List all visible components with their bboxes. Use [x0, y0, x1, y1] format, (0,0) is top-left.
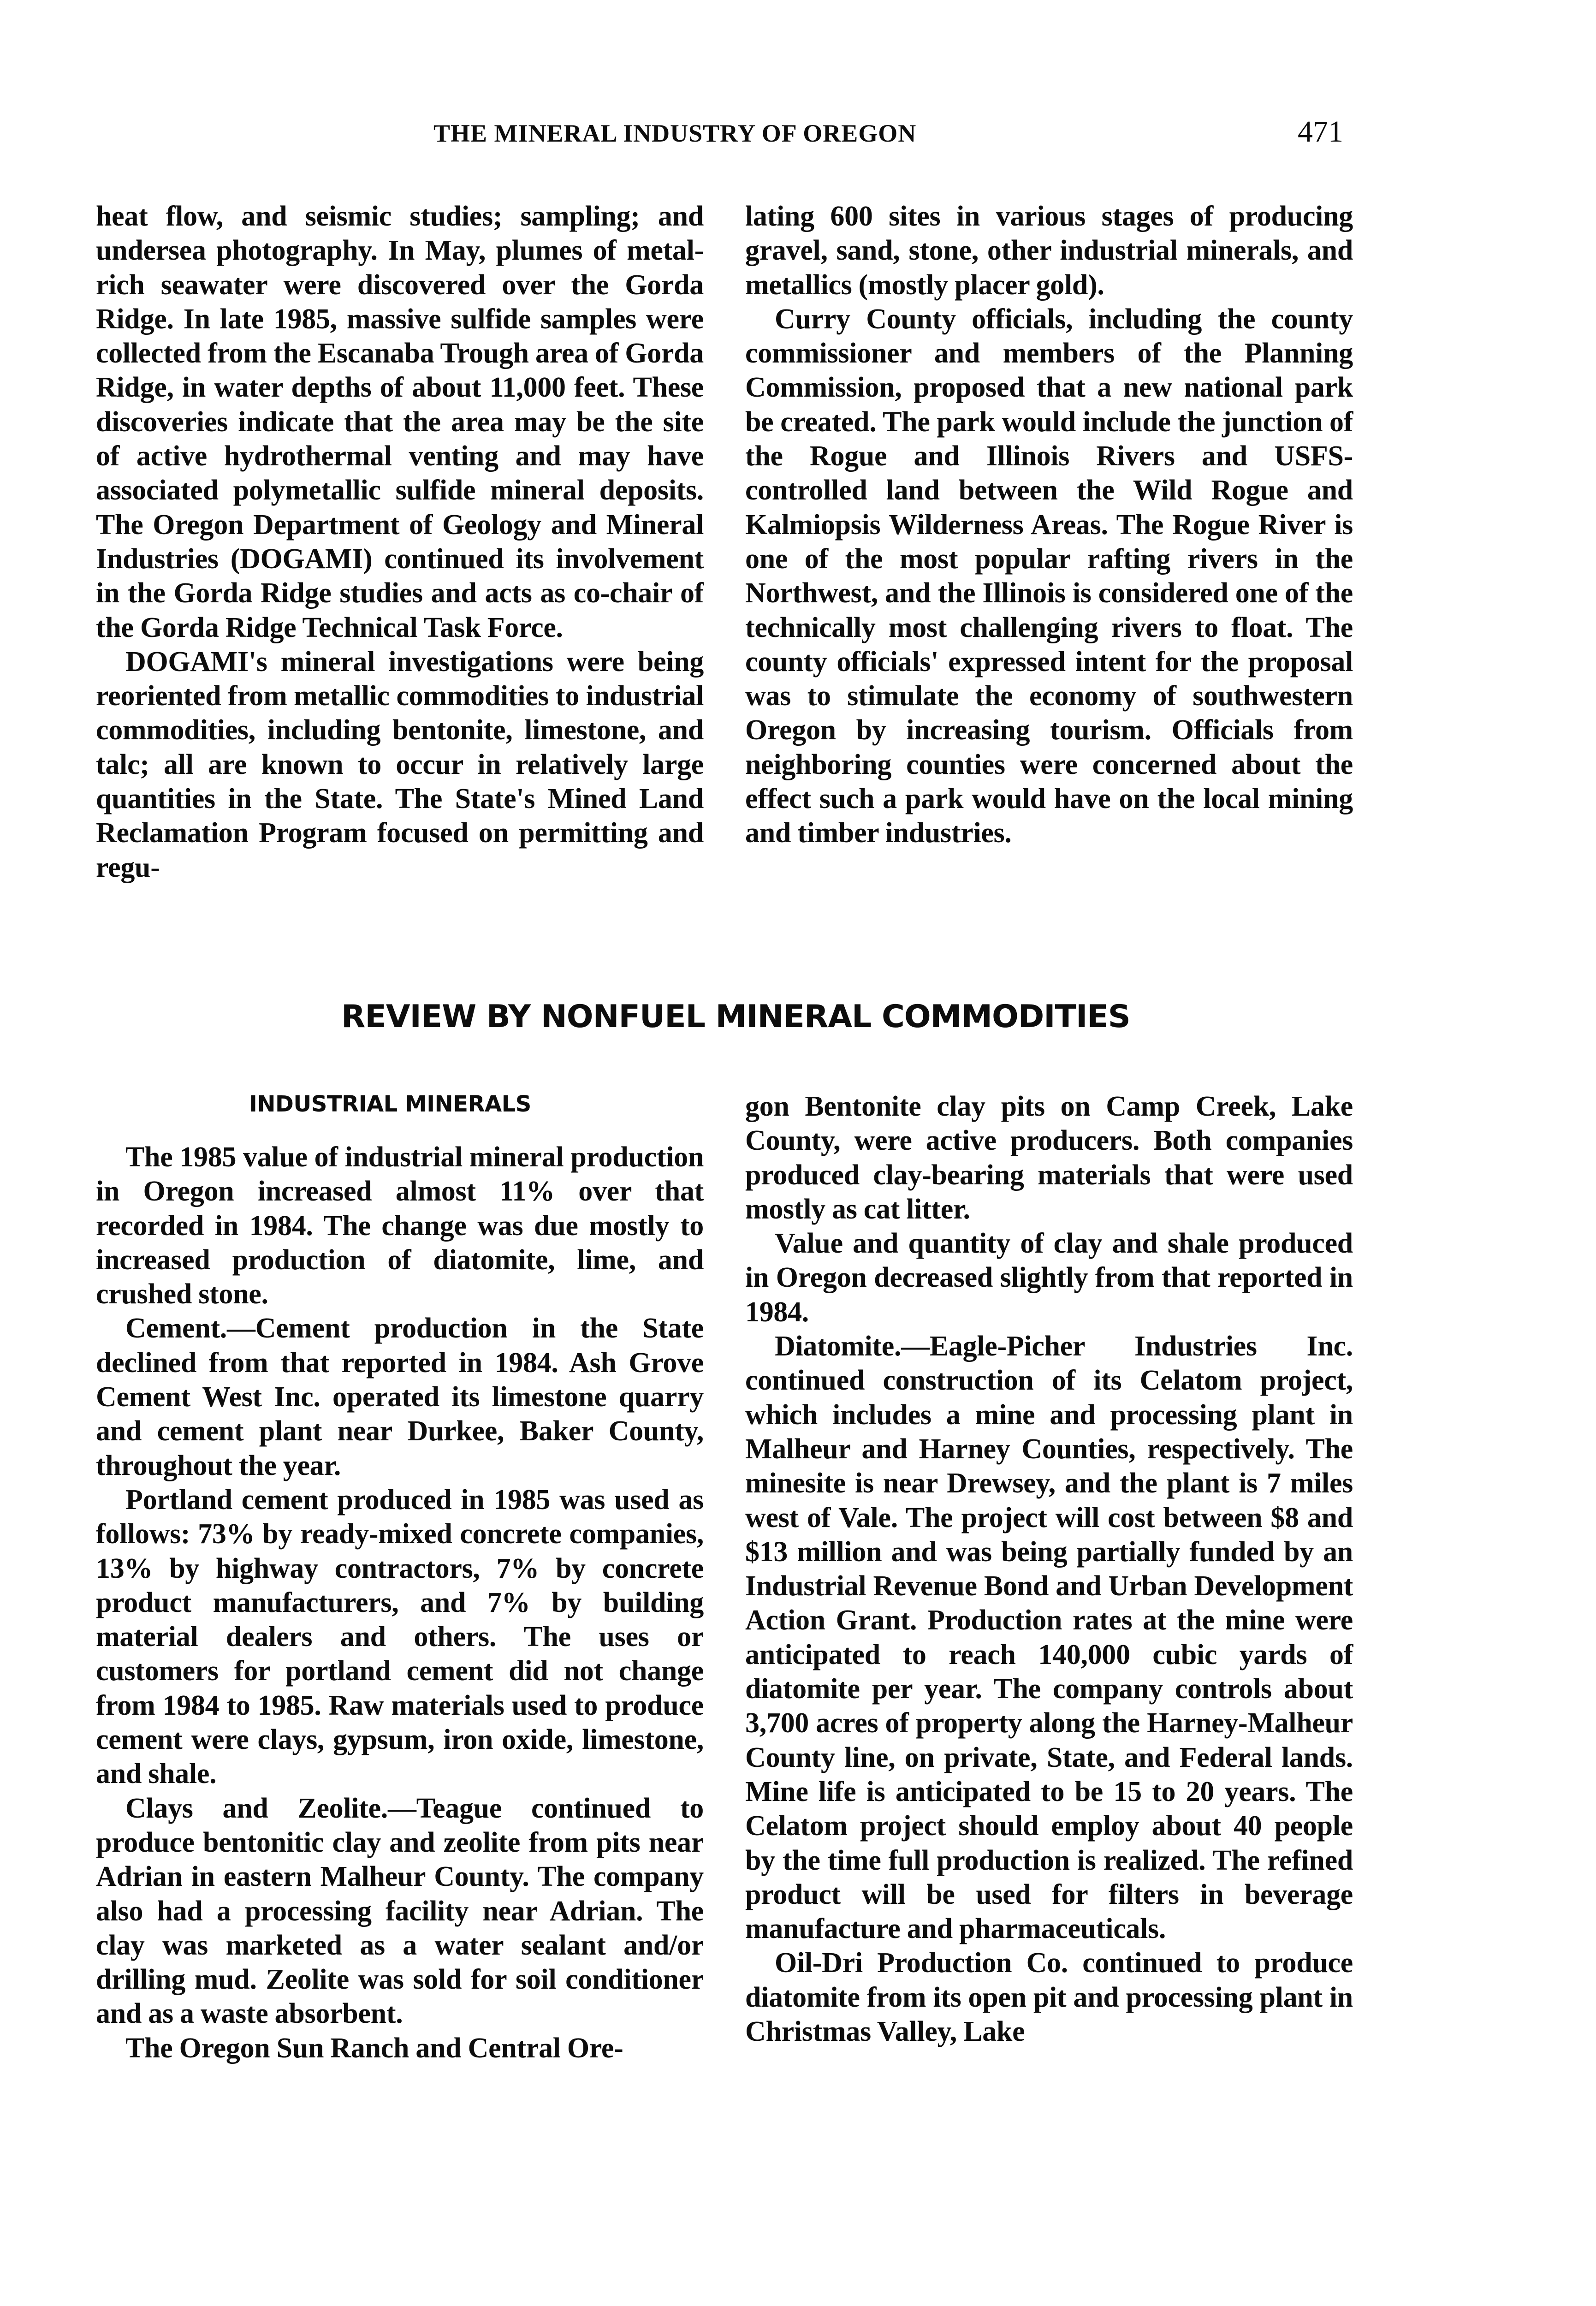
paragraph [745, 1226, 1353, 1329]
paragraph [745, 1089, 1353, 1226]
runin-heading: Cement.— [125, 1313, 255, 1344]
review-left-column [96, 1140, 704, 2065]
page-number: 471 [1298, 115, 1343, 149]
paragraph [745, 1329, 1353, 1946]
paragraph [745, 1946, 1353, 2049]
paragraph-text: Eagle-Picher Industries Inc. continued construction of its Celatom project, which includes a mine and processing plant in Malheur and Harney Counties, respectively. The minesite is near Drewsey, and the plant is 7 miles west of Vale. The project will cost between $8 and $13 million and was being partially funded by an Industrial Revenue Bond and Urban Development Action Grant. Production rates at the mine were anticipated to reach 140,000 cubic yards of diatomite per year. The company controls about 3,700 acres of property along the Harney-Malheur County line, on private, State, and Federal lands. Mine life is anticipated to be 15 to 20 years. The Celatom project should employ about 40 people by the time full production is realized. The refined product will be used for filters in beverage manufacture and pharmaceuticals. [745, 1331, 1353, 1945]
paragraph-text: Portland cement produced in 1985 was used as follows: 73% by ready-mixed concrete companies, 13% by highway contractors, 7% by concrete product manufacturers, and 7% by building material dealers and others. The uses or customers for portland cement did not change from 1984 to 1985. Raw materials used to produce cement were clays, gypsum, iron oxide, limestone, and shale. [96, 1484, 704, 1790]
paragraph [96, 1140, 704, 1311]
paragraph: lating 600 sites in various stages of producing gravel, sand, stone, other industrial minerals, and metallics (mostly placer gold). [745, 201, 1353, 301]
paragraph [96, 1483, 704, 1791]
subsection-heading: INDUSTRIAL MINERALS [249, 1091, 531, 1117]
paragraph [96, 2031, 704, 2065]
paragraph [96, 1791, 704, 2031]
paragraph: DOGAMI's mineral investigations were being reoriented from metallic commodities to industrial commodities, including bentonite, limestone, and talc; all are known to occur in relatively large quantities in the State. The State's Mined Land Reclamation Program focused on permitting and regu- [96, 646, 704, 883]
paragraph-text: The Oregon Sun Ranch and Central Ore- [125, 2032, 623, 2064]
runin-heading: Clays and Zeolite.— [125, 1792, 416, 1824]
paragraph-text: Oil-Dri Production Co. continued to produce diatomite from its open pit and processing plant in Christmas Valley, Lake [745, 1947, 1353, 2048]
paragraph-text: Value and quantity of clay and shale produced in Oregon decreased slightly from that reported in 1984. [745, 1228, 1353, 1328]
paragraph [96, 1311, 704, 1482]
runin-heading: Diatomite.— [775, 1331, 930, 1362]
section-heading: REVIEW BY NONFUEL MINERAL COMMODITIES [341, 998, 1130, 1035]
paragraph-text: The 1985 value of industrial mineral production in Oregon increased almost 11% over that recorded in 1984. The change was due mostly to increased production of diatomite, lime, and crushed stone. [96, 1141, 704, 1310]
paragraph: heat flow, and seismic studies; sampling; and undersea photography. In May, plumes of metal-rich seawater were discovered over the Gorda Ridge. In late 1985, massive sulfide samples were collected from the Escanaba Trough area of Gorda Ridge, in water depths of about 11,000 feet. These discoveries indicate that the area may be the site of active hydrothermal venting and may have associated polymetallic sulfide mineral deposits. The Oregon Department of Geology and Mineral Industries (DOGAMI) continued its involvement in the Gorda Ridge studies and acts as co-chair of the Gorda Ridge Technical Task Force. [96, 201, 704, 643]
paragraph-text: Teague continued to produce bentonitic clay and zeolite from pits near Adrian in eastern Malheur County. The company also had a processing facility near Adrian. The clay was marketed as a water sealant and/or drilling mud. Zeolite was sold for soil conditioner and as a waste absorbent. [96, 1792, 704, 2030]
paragraph-text: gon Bentonite clay pits on Camp Creek, Lake County, were active producers. Both companies produced clay-bearing materials that were used mostly as cat litter. [745, 1091, 1353, 1225]
paragraph-text: Cement production in the State declined from that reported in 1984. Ash Grove Cement West Inc. operated its limestone quarry and cement plant near Durkee, Baker County, throughout the year. [96, 1313, 704, 1481]
top-left-column [96, 199, 704, 885]
running-header-title: THE MINERAL INDUSTRY OF OREGON [433, 119, 917, 147]
review-right-column [745, 1089, 1353, 2049]
top-right-column [745, 199, 1353, 850]
paragraph: Curry County officials, including the county commissioner and members of the Planning Commission, proposed that a new national park be created. The park would include the junction of the Rogue and Illinois Rivers and USFS-controlled land between the Wild Rogue and Kalmiopsis Wilderness Areas. The Rogue River is one of the most popular rafting rivers in the Northwest, and the Illinois is considered one of the technically most challenging rivers to float. The county officials' expressed intent for the proposal was to stimulate the economy of southwestern Oregon by increasing tourism. Officials from neighboring counties were concerned about the effect such a park would have on the local mining and timber industries. [745, 303, 1353, 849]
